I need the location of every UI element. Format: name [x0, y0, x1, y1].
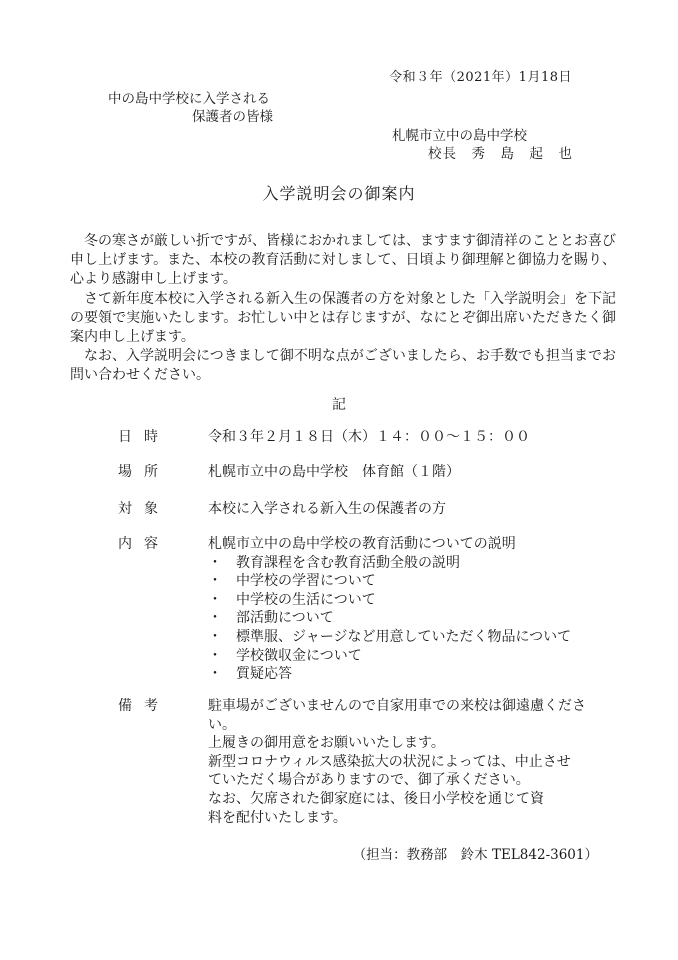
document-title: 入学説明会の御案内	[262, 184, 416, 203]
detail-label: 備 考	[118, 698, 158, 714]
sender-principal: 校長 秀 島 起 也	[428, 146, 573, 162]
recipient-line-2: 保護者の皆様	[192, 109, 273, 125]
content-item: ・ 教育課程を含む教育活動全般の説明	[208, 554, 460, 571]
detail-value: 令和３年２月１８日（木）１４：００〜１５：００	[208, 429, 530, 445]
body-paragraph: 冬の寒さが厳しい折ですが、皆様におかれましては、ますます御清祥のこととお喜び申し上げます。また、本校の教育活動に対しまして、日頃より御理解と御協力を賜り、心より感謝申し上げます。	[70, 233, 616, 288]
remark-line: 新型コロナウィルス感染拡大の状況によっては、中止させ	[208, 753, 571, 770]
body-paragraph: さて新年度本校に入学される新入生の保護者の方を対象とした「入学説明会」を下記の要領で実施いたします。お忙しい中とは存じますが、なにとぞ御出席いただきたく御案内申し上げます。	[70, 290, 616, 346]
sender-school: 札幌市立中の島中学校	[392, 128, 527, 144]
content-item: ・ 学校徴収金について	[208, 647, 362, 664]
detail-value	[208, 697, 612, 827]
remark-line: い。	[208, 716, 236, 733]
detail-label: 対 象	[118, 501, 158, 517]
remark-line: ていただく場合がありますので、御了承ください。	[208, 772, 530, 789]
body-paragraph: なお、入学説明会につきまして御不明な点がございましたら、お手数でも担当までお問い合わせください。	[70, 348, 616, 384]
content-item: ・ 部活動について	[208, 610, 334, 627]
contact-info: （担当：教務部 鈴木 TEL842-3601）	[352, 847, 598, 863]
detail-value: 本校に入学される新入生の保護者の方	[208, 501, 446, 517]
body-text	[70, 232, 616, 386]
recipient-line-1: 中の島中学校に入学される	[108, 91, 270, 107]
content-item: ・ 中学校の生活について	[208, 591, 376, 608]
detail-value	[208, 535, 612, 684]
content-item: ・ 中学校の学習について	[208, 573, 376, 590]
content-item: ・ 質疑応答	[208, 666, 292, 683]
detail-value: 札幌市立中の島中学校 体育館（１階）	[208, 464, 460, 480]
content-item: ・ 標準服、ジャージなど用意していただく物品について	[208, 628, 572, 645]
content-intro: 札幌市立中の島中学校の教育活動についての説明	[208, 536, 516, 552]
remark-line: 駐車場がございませんので自家用車での来校は御遠慮くださ	[208, 698, 586, 714]
remark-line: 上履きの御用意をお願いいたします。	[208, 735, 445, 752]
detail-label: 日 時	[118, 429, 158, 445]
remark-line: 料を配付いたします。	[208, 809, 347, 826]
ki-heading: 記	[332, 397, 346, 413]
detail-label: 場 所	[118, 464, 158, 480]
issue-date: 令和３年（2021年）1月18日	[389, 70, 572, 85]
detail-label: 内 容	[118, 536, 158, 552]
remark-line: なお、欠席された御家庭には、後日小学校を通じて資	[208, 790, 544, 807]
